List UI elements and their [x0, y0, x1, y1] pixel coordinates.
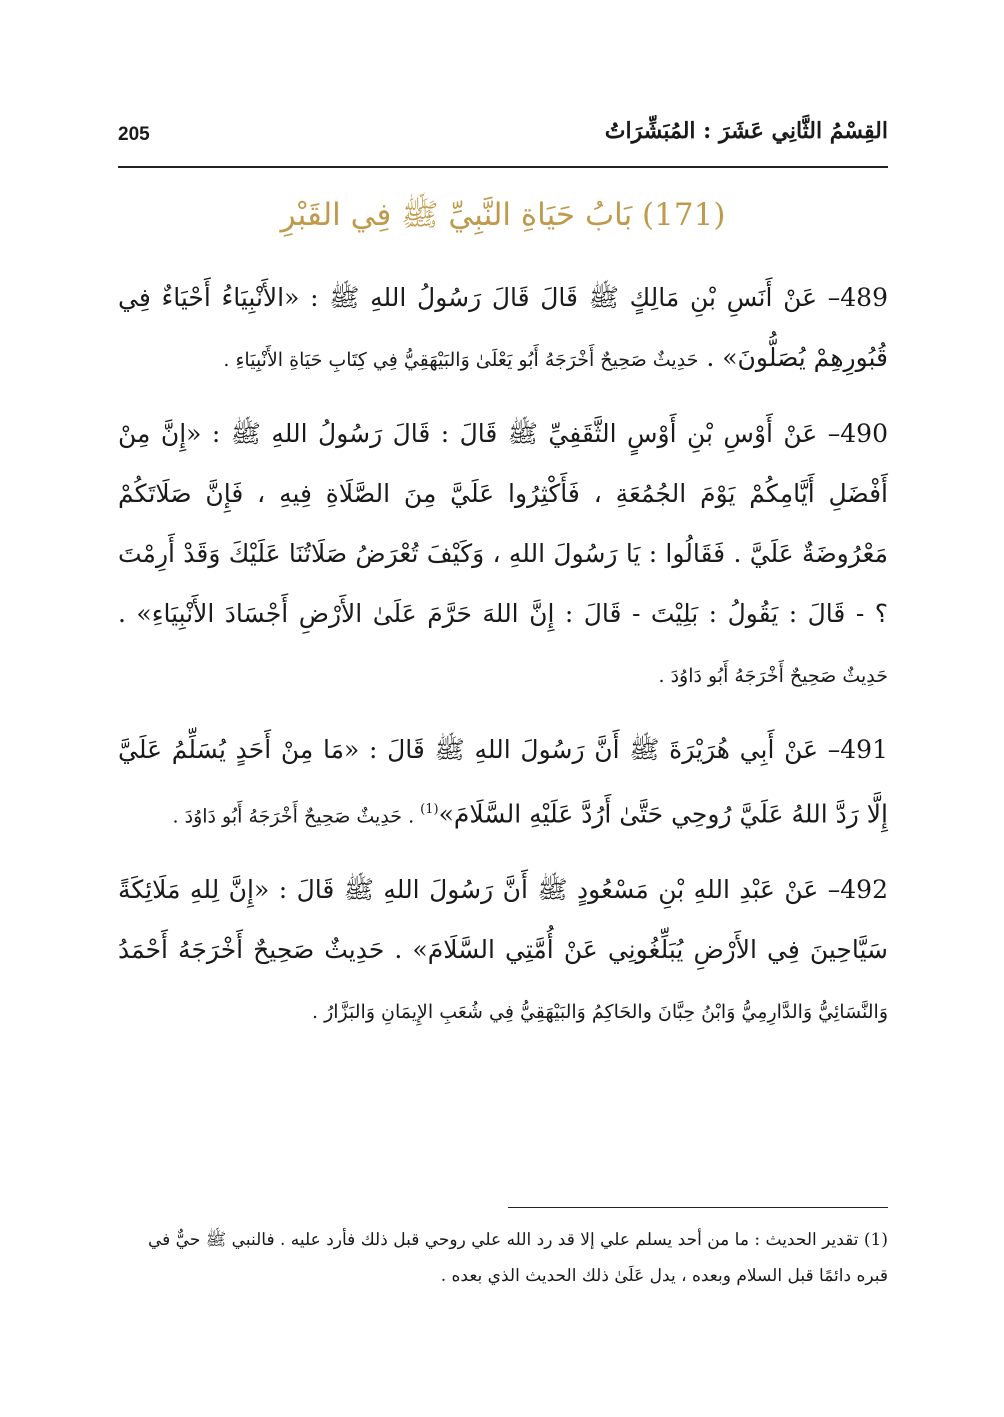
hadith-492	[118, 860, 888, 1042]
section-title: القِسْمُ الثَّانِي عَشَرَ : المُبَشِّرَاتُ	[604, 118, 888, 144]
header-divider	[118, 166, 888, 168]
hadith-grading: . حَدِيثٌ صَحِيحٌ أَخْرَجَهُ أَبُو دَاوُدَ .	[172, 805, 421, 828]
footnote-reference[interactable]: (1)	[420, 802, 439, 817]
hadith-grading: حَدِيثٌ صَحِيحٌ أَخْرَجَهُ أَبُو يَعْلَىٰ وَالبَيْهَقِيُّ فِي كِتَابِ حَيَاةِ الأَنْبِيَاءِ .	[223, 349, 699, 371]
hadith-text: 491– عَنْ أَبِي هُرَيْرَةَ ﷺ أَنَّ رَسُولَ اللهِ ﷺ قَالَ : «مَا مِنْ أَحَدٍ يُسَلِّمُ عَلَيَّ إِلَّا رَدَّ اللهُ عَلَيَّ رُوحِي حَتَّىٰ أَرُدَّ عَلَيْهِ السَّلَامَ»	[118, 735, 888, 829]
hadith-text: 490– عَنْ أَوْسِ بْنِ أَوْسٍ الثَّقَفِيِّ ﷺ قَالَ : قَالَ رَسُولُ اللهِ ﷺ : «إِنَّ مِنْ أَفْضَلِ أَيَّامِكُمْ يَوْمَ الجُمُعَةِ ، فَأَكْثِرُوا عَلَيَّ مِنَ الصَّلَاةِ فِيهِ ، فَإِنَّ صَلَاتَكُمْ مَعْرُوضَةٌ عَلَيَّ . فَقَالُوا : يَا رَسُولَ اللهِ ، وَكَيْفَ تُعْرَضُ صَلَاتُنَا عَلَيْكَ وَقَدْ أَرِمْتَ ؟ - قَالَ : يَقُولُ : بَلِيْتَ - قَالَ : إِنَّ اللهَ حَرَّمَ عَلَىٰ الأَرْضِ أَجْسَادَ الأَنْبِيَاءِ» .	[118, 419, 888, 628]
hadith-491	[118, 720, 888, 846]
hadith-489	[118, 268, 888, 390]
footnotes	[118, 1222, 888, 1294]
footnote-divider	[508, 1207, 888, 1208]
page-number: 205	[118, 124, 150, 145]
hadith-text: 489– عَنْ أَنَسِ بْنِ مَالِكٍ ﷺ قَالَ قَالَ رَسُولُ اللهِ ﷺ : «الأَنْبِيَاءُ أَحْيَاءٌ فِي قُبُورِهِمْ يُصَلُّونَ» .	[118, 283, 888, 372]
main-text	[118, 268, 888, 1056]
hadith-grading: وَالنَّسَائِيُّ وَالدَّارِمِيُّ وَابْنُ حِبَّانَ والحَاكِمُ وَالبَيْهَقِيُّ فِي شُعَبِ الإِيمَانِ وَالبَزَّارُ .	[312, 1001, 888, 1024]
chapter-heading: (171) بَابُ حَيَاةِ النَّبِيِّ ﷺ فِي القَبْرِ	[280, 197, 726, 233]
running-header	[118, 118, 888, 158]
hadith-490	[118, 404, 888, 706]
footnote-1: (1) تقدير الحديث : ما من أحد يسلم علي إلا قد رد الله علي روحي قبل ذلك فأرد عليه . فالنبي ﷺ حيٌّ في قبره دائمًا قبل السلام وبعده ، يدل عَلَىٰ ذلك الحديث الذي بعده .	[147, 1230, 888, 1286]
hadith-text: 492– عَنْ عَبْدِ اللهِ بْنِ مَسْعُودٍ ﷺ أَنَّ رَسُولَ اللهِ ﷺ قَالَ : «إِنَّ لِلهِ مَلَائِكَةً سَيَّاحِينَ فِي الأَرْضِ يُبَلِّغُونِي عَنْ أُمَّتِي السَّلَامَ» . حَدِيثٌ صَحِيحٌ أَخْرَجَهُ أَحْمَدُ	[118, 875, 888, 965]
hadith-grading: حَدِيثٌ صَحِيحٌ أَخْرَجَهُ أَبُو دَاوُدَ .	[658, 665, 888, 687]
